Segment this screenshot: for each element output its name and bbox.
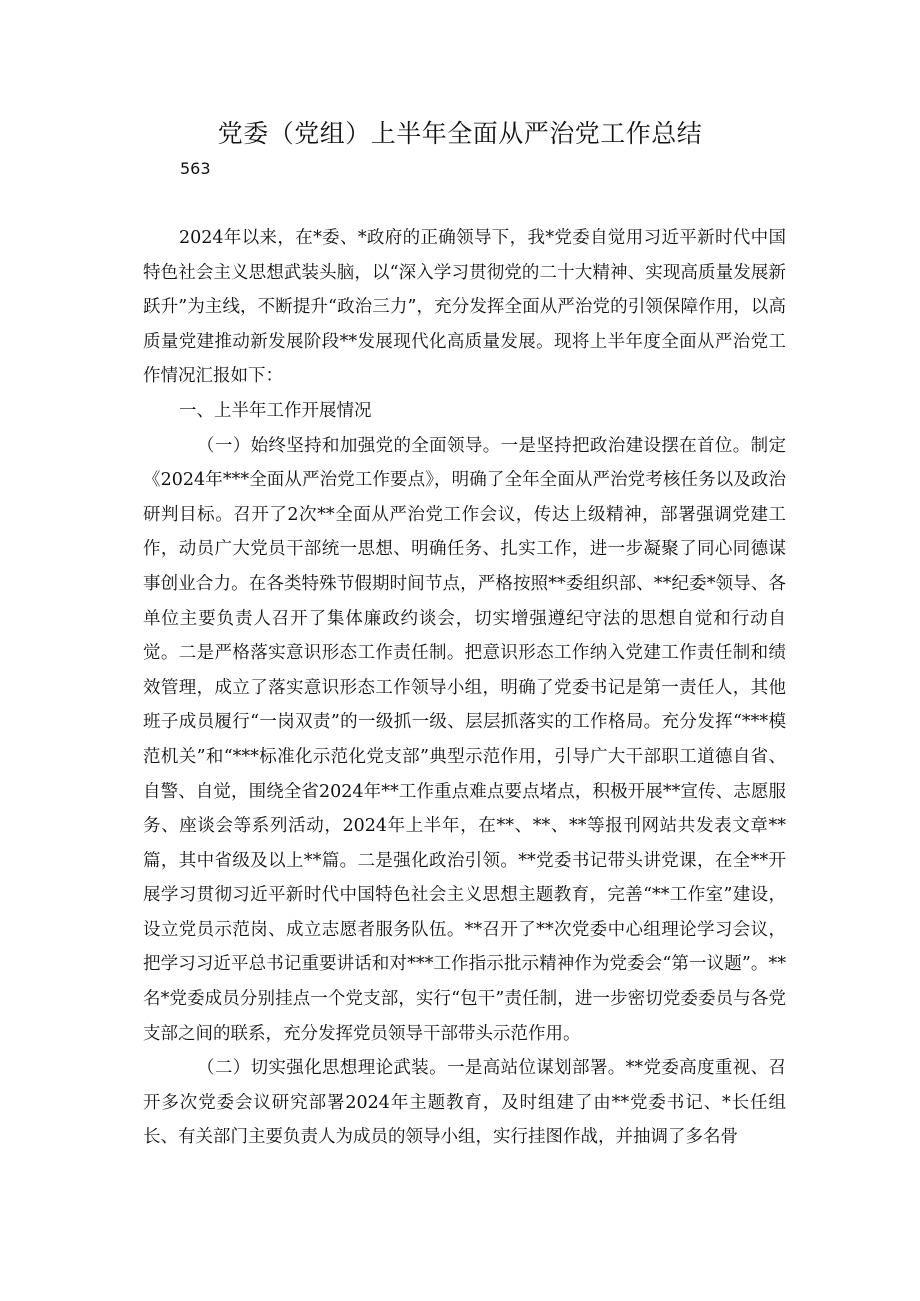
subsection-paragraph-1: （一）始终坚持和加强党的全面领导。一是坚持把政治建设摆在首位。制定《2024年***全面从严治党工作要点》，明确了全年全面从严治党考核任务以及政治研判目标。召开了2次**全面从严治党工作会议，传达上级精神，部署强调党建工作，动员广大党员干部统一思想、明确任务、扎实工作，进一步凝聚了同心同德谋事创业合力。在各类特殊节假期时间节点，严格按照**委组织部、**纪委*领导、各单位主要负责人召开了集体廉政约谈会，切实增强遵纪守法的思想自觉和行动自觉。二是严格落实意识形态工作责任制。把意识形态工作纳入党建工作责任制和绩效管理，成立了落实意识形态工作领导小组，明确了党委书记是第一责任人，其他班子成员履行“一岗双责”的一级抓一级、层层抓落实的工作格局。充分发挥“***模范机关”和“***标准化示范化党支部”典型示范作用，引导广大干部职工道德自省、自警、自觉，围绕全省2024年**工作重点难点要点堵点，积极开展**宣传、志愿服务、座谈会等系列活动，2024年上半年，在**、**、**等报刊网站共发表文章**篇，其中省级及以上**篇。二是强化政治引领。**党委书记带头讲党课，在全**开展学习贯彻习近平新时代中国特色社会主义思想主题教育，完善“**工作室”建设，设立党员示范岗、成立志愿者服务队伍。**召开了**次党委中心组理论学习会议，把学习习近平总书记重要讲话和对***工作指示批示精神作为党委会“第一议题”。**名*党委成员分别挂点一个党支部，实行“包干”责任制，进一步密切党委委员与各党支部之间的联系，充分发挥党员领导干部带头示范作用。	[143, 435, 786, 1044]
intro-paragraph: 2024年以来，在*委、*政府的正确领导下，我*党委自觉用习近平新时代中国特色社会主义思想武装头脑，以“深入学习贯彻党的二十大精神、实现高质量发展新跃升”为主线，不断提升“政治三力”，充分发挥全面从严治党的引领保障作用，以高质量党建推动新发展阶段**发展现代化高质量发展。现将上半年度全面从严治党工作情况汇报如下：	[143, 228, 786, 387]
section-heading: 一、上半年工作开展情况	[179, 400, 372, 421]
document-number: 563	[180, 159, 211, 178]
document-title: 党委（党组）上半年全面从严治党工作总结	[217, 119, 703, 148]
subsection-paragraph-2: （二）切实强化思想理论武装。一是高站位谋划部署。**党委高度重视、召开多次党委会议研究部署2024年主题教育，及时组建了由**党委书记、*长任组长、有关部门主要负责人为成员的领导小组，实行挂图作战，并抽调了多名骨	[143, 1058, 786, 1148]
document-body	[143, 221, 786, 1155]
